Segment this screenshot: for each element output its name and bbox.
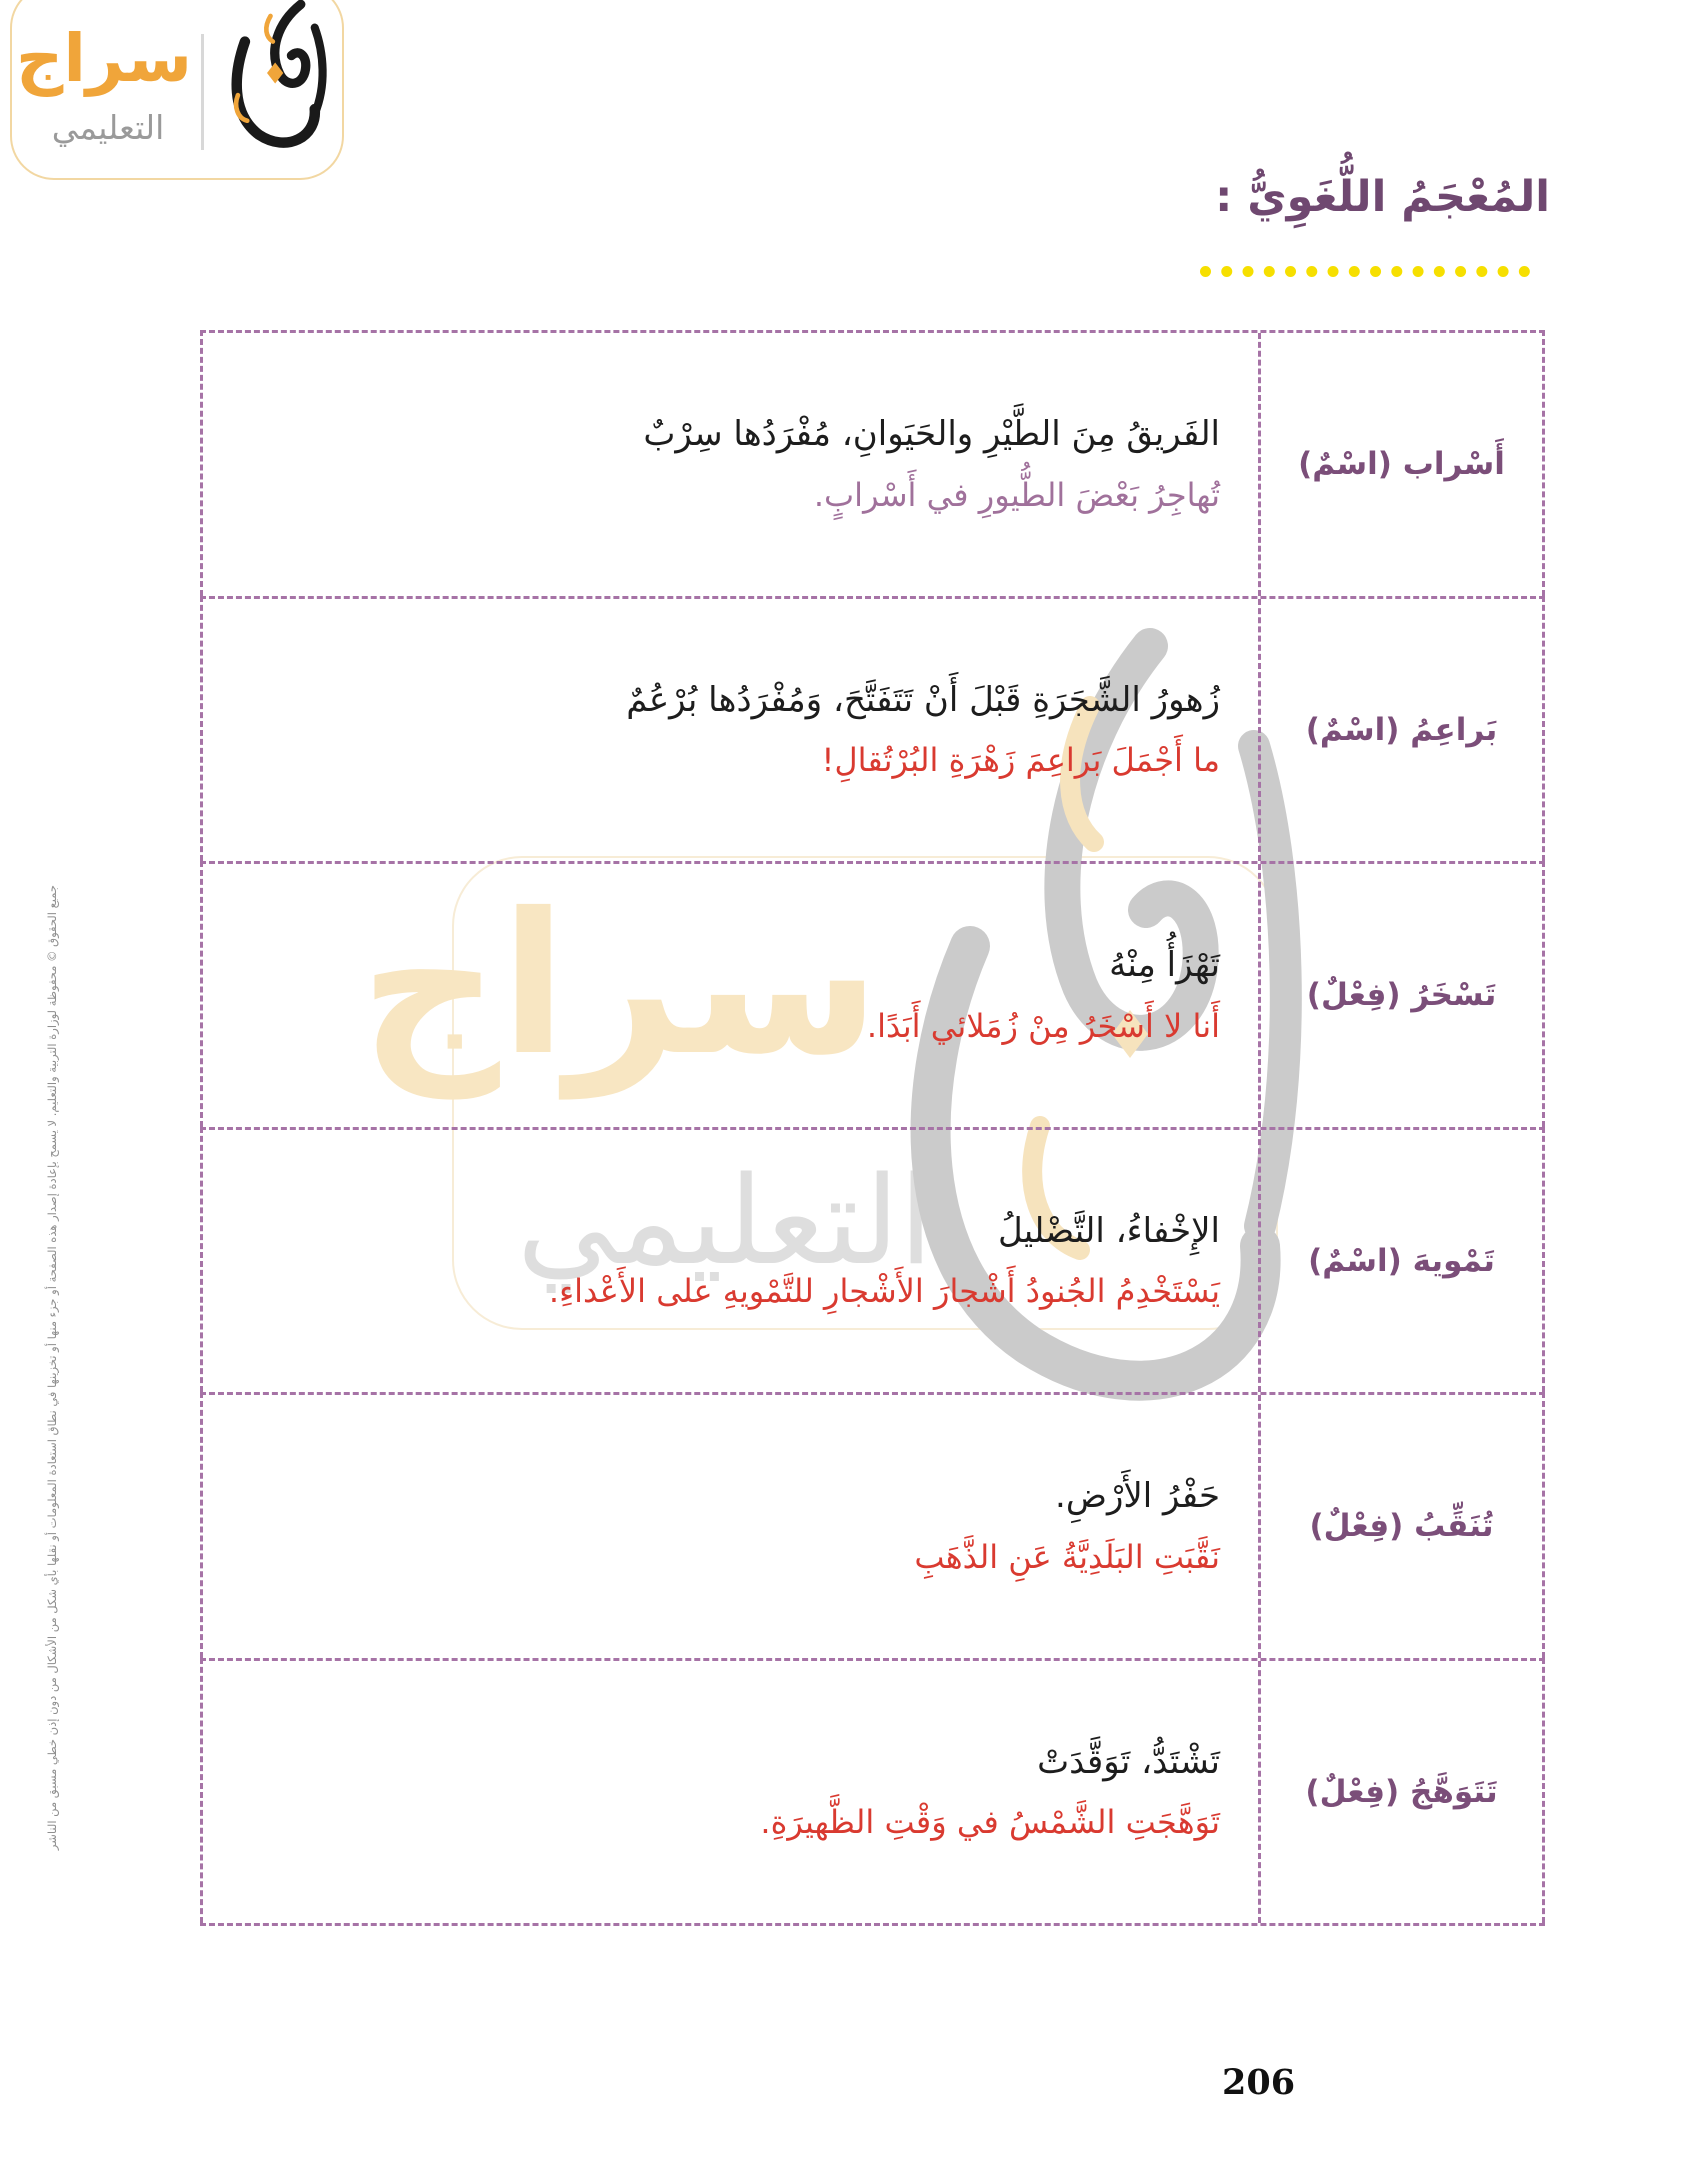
definition-cell: [203, 333, 1258, 596]
example-sentence: تُهاجِرُ بَعْضَ الطُّيورِ في أَسْرابٍ.: [813, 475, 1220, 514]
term-cell: تَسْخَرُ (فِعْلٌ): [1258, 864, 1542, 1127]
page-title: المُعْجَمُ اللُّغَوِيُّ :: [1215, 172, 1550, 222]
term-cell: أَسْراب (اسْمٌ): [1258, 333, 1542, 596]
definition-text: الإِخْفاءُ، التَّضْليلُ: [998, 1210, 1220, 1251]
definition-text: زُهورُ الشَّجَرَةِ قَبْلَ أَنْ تَتَفَتَّحَ، وَمُفْرَدُها بُرْعُمٌ: [626, 679, 1220, 720]
term-cell: تَمْويهَ (اسْمٌ): [1258, 1130, 1542, 1393]
example-sentence: ما أَجْمَلَ بَراعِمَ زَهْرَةِ البُرْتُقالِ!: [821, 741, 1220, 780]
definition-text: تَهْزَأُ مِنْهُ: [1109, 945, 1220, 986]
example-sentence: تَوَهَّجَتِ الشَّمْسُ في وَقْتِ الظَّهيرَةِ.: [760, 1803, 1220, 1842]
glossary-row: [200, 1392, 1545, 1658]
title-underline-dots: [1200, 266, 1530, 277]
definition-cell: [203, 864, 1258, 1127]
logo-brand-text: سراج: [15, 20, 192, 97]
term-cell: بَراعِمُ (اسْمٌ): [1258, 599, 1542, 862]
watermark-brand-text: سراج: [359, 871, 880, 1098]
page-number: 206: [1222, 2062, 1296, 2103]
definition-cell: [203, 1661, 1258, 1924]
glossary-row: [200, 1127, 1545, 1393]
definition-text: تَشْتَدُّ، تَوَقَّدَتْ: [1037, 1741, 1220, 1782]
definition-cell: [203, 1130, 1258, 1393]
example-sentence: نَقَّبَتِ البَلَدِيَّةُ عَنِ الذَّهَبِ: [914, 1537, 1220, 1576]
glossary-row: [200, 861, 1545, 1127]
watermark-subtitle-text: التعليمي: [516, 1150, 934, 1292]
glossary-row: [200, 596, 1545, 862]
glossary-table: [200, 330, 1545, 1926]
logo-subtitle-text: التعليمي: [51, 108, 165, 147]
definition-cell: [203, 1395, 1258, 1658]
definition-text: الفَريقُ مِنَ الطَّيْرِ والحَيَوانِ، مُفْرَدُها سِرْبٌ: [643, 414, 1220, 455]
term-cell: تَتَوَهَّجُ (فِعْلٌ): [1258, 1661, 1542, 1924]
definition-text: حَفْرُ الأَرْضِ.: [1055, 1476, 1220, 1517]
siraj-logo: [10, 0, 344, 180]
glossary-row: [200, 1658, 1545, 1924]
example-sentence: أَنا لا أَسْخَرُ مِنْ زُمَلائي أَبَدًا.: [866, 1006, 1220, 1045]
calligraphy-icon: [210, 0, 338, 168]
definition-cell: [203, 599, 1258, 862]
glossary-row: [200, 330, 1545, 596]
example-sentence: يَسْتَخْدِمُ الجُنودُ أَشْجارَ الأَشْجارِ للتَّمْويهِ على الأَعْداءِ.: [548, 1272, 1220, 1311]
logo-divider: [201, 34, 204, 150]
term-cell: تُنَقِّبُ (فِعْلٌ): [1258, 1395, 1542, 1658]
